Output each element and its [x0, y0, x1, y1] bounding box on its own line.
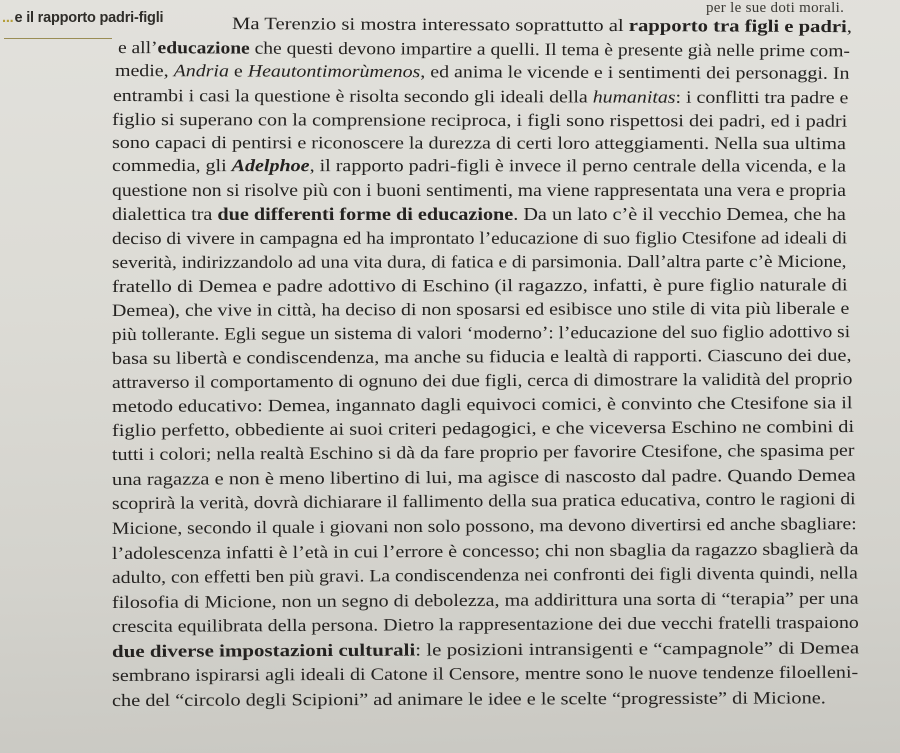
- text-run: entrambi i casi la questione è risolta secondo gli ideali della: [112, 85, 593, 107]
- text-line: [112, 416, 854, 440]
- text-line: [112, 538, 859, 563]
- text-line: [232, 13, 852, 36]
- text-line: [112, 274, 848, 296]
- text-line: [112, 298, 849, 320]
- text-line: [112, 368, 853, 392]
- text-run: sembrano ispirarsi agli ideali di Catone il Censore, mentre sono le nuove tendenze filoelleni-: [111, 661, 859, 685]
- text-run: tutti i colori; nella realtà Eschino si dà da fare proprio per favorire Ctesifone, che spasima per: [111, 439, 855, 464]
- text-run: Adelphoe: [231, 155, 310, 176]
- text-run: Andria: [173, 60, 229, 81]
- text-line: [112, 321, 850, 344]
- text-line: [112, 251, 846, 272]
- text-run: filosofia di Micione, non un segno di debolezza, ma addirittura una sorta di “terapia” per una: [111, 587, 859, 612]
- text-run: basa su libertà e condiscendenza, ma anche su fiducia e lealtà di rapporti. Ciascuno dei due,: [111, 344, 852, 368]
- text-line: [112, 612, 859, 636]
- text-line: [112, 465, 856, 489]
- text-line: [112, 488, 856, 513]
- text-line: [118, 37, 850, 60]
- text-run: : i conflitti tra padre e: [675, 86, 849, 108]
- text-run: che del “circolo degli Scipioni” ad animare le idee e le scelte “progressiste” di Micione.: [111, 687, 826, 710]
- text-run: metodo educativo: Demea, ingannato dagli equivoci comici, è convinto che Ctesifone sia il: [111, 392, 853, 416]
- text-run: più tollerante. Egli segue un sistema di valori ‘moderno’: l’educazione del suo figlio adottivo si: [111, 321, 851, 344]
- text-run: educazione: [157, 37, 250, 58]
- text-run: sono capaci di pentirsi e riconoscere la durezza di certi loro atteggiamenti. Nella sua ultima: [111, 132, 847, 154]
- text-run: e all’: [117, 37, 158, 58]
- text-run: fratello di Demea e padre adottivo di Eschino (il ragazzo, infatti, è pure figlio naturale di: [111, 274, 848, 296]
- text-line: [112, 227, 847, 248]
- text-line: [112, 687, 826, 710]
- text-run: , ed anima le vicende e i sentimenti dei personaggi. In: [420, 61, 850, 83]
- text-run: humanitas: [592, 86, 676, 107]
- text-run: adulto, con effetti ben più gravi. La condiscendenza nei confronti dei figli diventa quindi, nella: [111, 562, 858, 587]
- text-run: dialettica tra: [112, 204, 218, 224]
- text-run: , il rapporto padri-figli è invece il perno centrale della vicenda, e la: [309, 155, 846, 176]
- text-run: : le posizioni intransigenti e “campagnole” di Demea: [415, 637, 860, 660]
- text-run: severità, indirizzandolo ad una vita dura, di fatica e di parsimonia. Dall’altra parte c’è Micione,: [111, 250, 847, 272]
- text-line: [112, 637, 859, 661]
- text-line: [112, 132, 846, 153]
- text-run: Heautontimorùmenos: [247, 60, 421, 82]
- text-run: figlio perfetto, obbediente ai suoi criteri pedagogici, e che viceversa Eschino ne combini di: [111, 416, 855, 440]
- text-line: [112, 109, 847, 131]
- text-line: [112, 440, 855, 464]
- text-run: rapporto tra figli e padri: [628, 15, 847, 37]
- text-run: e: [228, 60, 248, 81]
- text-run: una ragazza e non è meno libertino di lui, ma agisce di nascosto dal padre. Quando Demea: [111, 464, 856, 489]
- text-run: questione non si risolve più con i buoni sentimenti, ma viene rappresentata una vera e propria: [112, 180, 847, 200]
- text-line: [112, 345, 852, 368]
- text-run: deciso di vivere in campagna ed ha improntato l’educazione di suo figlio Ctesifone ad ideali di: [111, 227, 848, 248]
- side-heading-text: e il rapporto padri-figli: [14, 10, 164, 26]
- text-run: medie,: [114, 60, 174, 81]
- text-run: figlio si superano con la comprensione reciproca, i figli sono rispettosi dei padri, ed i padri: [111, 109, 848, 131]
- text-line: [112, 662, 858, 685]
- text-run: . Da un lato c’è il vecchio Demea, che ha: [513, 204, 846, 224]
- text-run: attraverso il comportamento di ognuno dei due figli, cerca di dimostrare la validità del proprio: [111, 368, 853, 392]
- text-run: due diverse impostazioni culturali: [111, 639, 416, 661]
- text-line: [112, 513, 857, 538]
- text-line: [115, 60, 850, 83]
- previous-paragraph-fragment: per le sue doti morali.: [706, 0, 845, 16]
- text-line: [112, 392, 853, 416]
- text-run: l’adolescenza infatti è l’età in cui l’errore è concesso; chi non sbaglia da ragazzo sbaglierà da: [111, 538, 859, 563]
- text-run: Ma Terenzio si mostra interessato soprattutto al: [231, 13, 629, 36]
- text-run: due differenti forme di educazione: [217, 204, 514, 224]
- text-run: ,: [846, 16, 853, 37]
- text-line: [112, 155, 846, 176]
- text-run: crescita equilibrata della persona. Dietro la rappresentazione dei due vecchi fratelli traspaiono: [111, 611, 859, 636]
- text-run: Demea), che vive in città, ha deciso di non sposarsi ed esibisce uno stile di vita più liberale e: [111, 297, 850, 320]
- text-line: [112, 588, 859, 612]
- text-run: Micione, secondo il quale i giovani non solo possono, ma devono divertirsi ed anche sbagliare:: [111, 513, 857, 538]
- text-line: [112, 204, 846, 224]
- text-line: [112, 180, 846, 200]
- text-run: che questi devono impartire a quelli. Il tema è presente già nelle prime com-: [249, 37, 850, 61]
- text-run: commedia, gli: [111, 155, 232, 176]
- text-run: scoprirà la verità, dovrà dichiarare il fallimento della sua pratica educativa, contro le ragioni di: [111, 488, 856, 513]
- text-line: [113, 85, 848, 107]
- side-heading-marker: ...: [2, 10, 14, 26]
- text-line: [112, 562, 858, 587]
